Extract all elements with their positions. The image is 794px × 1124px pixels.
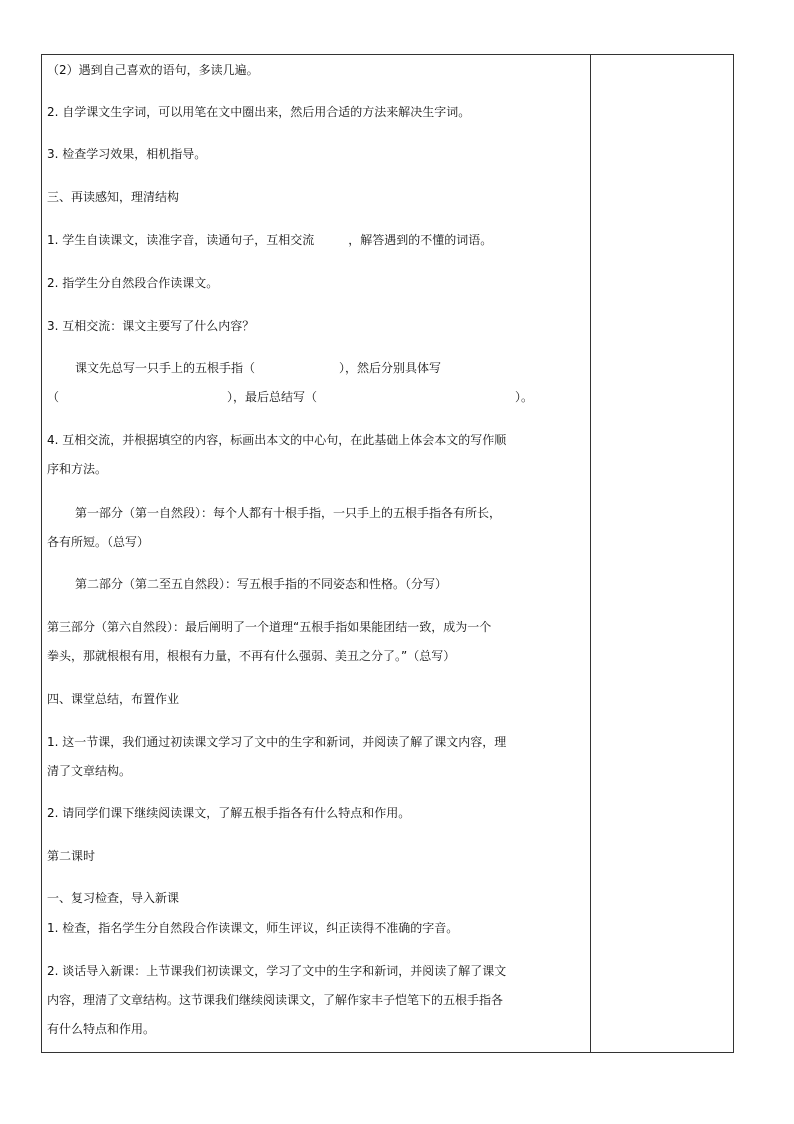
section-heading: 第二课时 — [47, 849, 96, 863]
section-heading: 四、课堂总结，布置作业 — [47, 692, 180, 706]
text-segment: 1. 学生自读课文，读准字音，读通句子，互相交流 — [47, 233, 315, 247]
text-segment: 课文先总写一只手上的五根手指（ — [75, 361, 256, 375]
text-line: 第一部分（第一自然段）：每个人都有十根手指，一只手上的五根手指各有所长， — [75, 506, 502, 520]
text-line: 清了文章结构。 — [47, 764, 132, 778]
section-heading: 一、复习检查，导入新课 — [47, 891, 180, 905]
text-line: 第三部分（第六自然段）：最后阐明了一个道理“五根手指如果能团结一致，成为一个 — [47, 620, 492, 634]
fill-blank-line — [47, 389, 533, 405]
text-line: 第二部分（第二至五自然段）：写五根手指的不同姿态和性格。（分写） — [75, 577, 448, 591]
text-line: 有什么特点和作用。 — [47, 1022, 156, 1036]
text-line: 2. 自学课文生字词，可以用笔在文中圈出来，然后用合适的方法来解决生字词。 — [47, 105, 471, 119]
column-divider — [590, 54, 591, 1053]
text-segment: （ — [47, 390, 60, 404]
text-line: （2）遇到自己喜欢的语句，多读几遍。 — [47, 63, 259, 77]
text-segment: ），然后分别具体写 — [339, 361, 442, 375]
text-line: 内容，理清了文章结构。这节课我们继续阅读课文，了解作家丰子恺笔下的五根手指各 — [47, 993, 504, 1007]
text-line — [47, 232, 492, 248]
text-line: 1. 检查，指名学生分自然段合作读课文，师生评议，纠正读得不准确的字音。 — [47, 921, 459, 935]
text-segment: ，解答遇到的不懂的词语。 — [348, 233, 493, 247]
section-heading: 三、再读感知，理清结构 — [47, 190, 180, 204]
text-line: 2. 谈话导入新课：上节课我们初读课文，学习了文中的生字和新词，并阅读了解了课文 — [47, 964, 507, 978]
text-line: 1. 这一节课，我们通过初读课文学习了文中的生字和新词，并阅读了解了课文内容，理 — [47, 735, 507, 749]
text-line: 2. 指学生分自然段合作读课文。 — [47, 276, 219, 290]
text-segment: ）。 — [515, 390, 534, 404]
text-line: 3. 检查学习效果，相机指导。 — [47, 147, 207, 161]
text-line: 2. 请同学们课下继续阅读课文，了解五根手指各有什么特点和作用。 — [47, 806, 411, 820]
text-segment: ），最后总结写（ — [227, 390, 318, 404]
text-line: 拳头，那就根根有用，根根有力量，不再有什么强弱、美丑之分了。”（总写） — [47, 649, 456, 663]
text-line: 序和方法。 — [47, 462, 108, 476]
text-line: 各有所短。（总写） — [47, 535, 150, 549]
text-line: 3. 互相交流：课文主要写了什么内容？ — [47, 319, 255, 333]
fill-blank-line — [47, 360, 441, 376]
text-line: 4. 互相交流，并根据填空的内容，标画出本文的中心句，在此基础上体会本文的写作顺 — [47, 433, 507, 447]
